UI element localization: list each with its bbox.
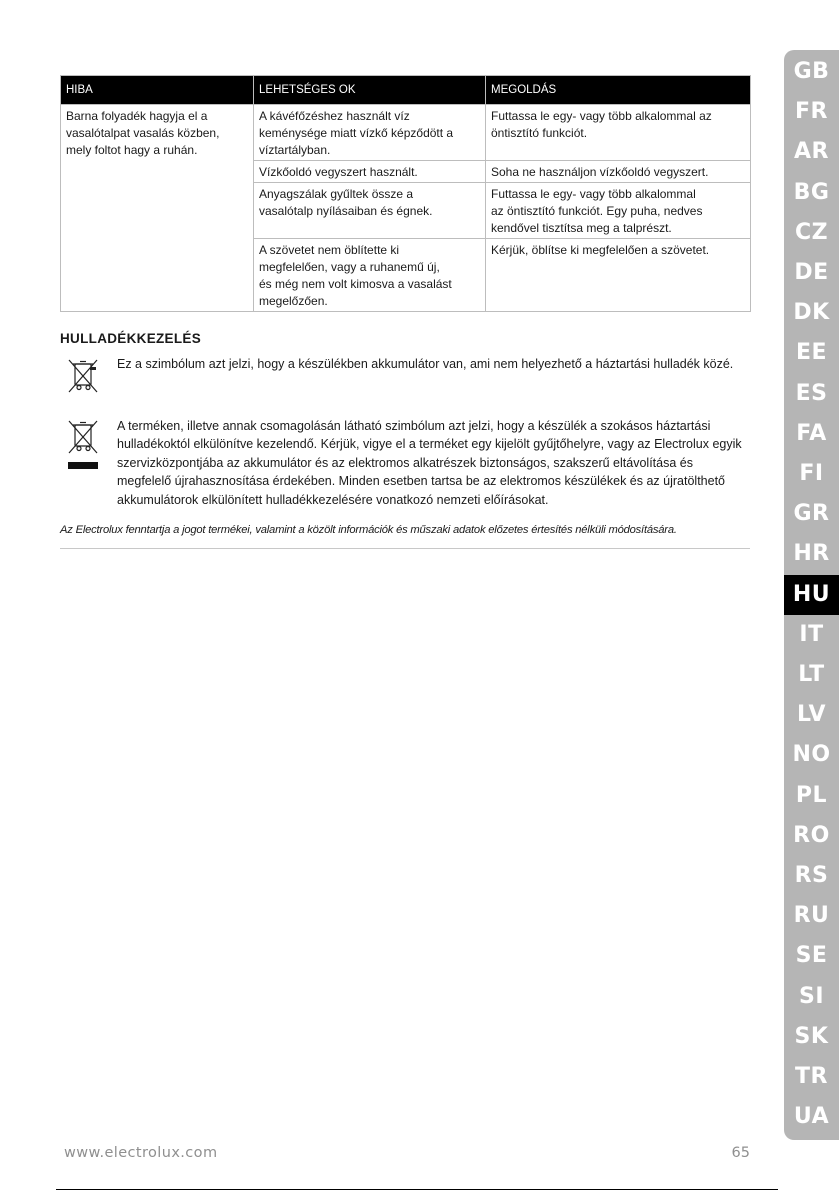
- disposal-item-battery: [60, 355, 750, 397]
- language-tab-sk[interactable]: SK: [794, 1023, 829, 1049]
- language-tab-es[interactable]: ES: [795, 380, 828, 406]
- language-tab-gr[interactable]: GR: [793, 501, 830, 527]
- bottom-divider: [56, 1189, 778, 1190]
- language-tab-gb[interactable]: GB: [793, 59, 830, 84]
- language-tab-hu[interactable]: HU: [784, 575, 839, 615]
- cause-cell: Vízkőoldó vegyszert használt.: [254, 161, 486, 183]
- disposal-title: HULLADÉKKEZELÉS: [60, 331, 202, 346]
- language-tab-no[interactable]: NO: [792, 742, 831, 768]
- language-tab-ro[interactable]: RO: [793, 822, 830, 848]
- language-tab-pl[interactable]: PL: [795, 782, 828, 808]
- solution-cell: Futtassa le egy- vagy több alkalommal az öntisztító funkciót.: [486, 105, 751, 161]
- language-tab-bg[interactable]: BG: [793, 179, 830, 205]
- language-tabs: [784, 50, 839, 1140]
- language-tab-it[interactable]: IT: [799, 621, 824, 647]
- solution-cell: Soha ne használjon vízkőoldó vegyszert.: [486, 161, 751, 183]
- language-tab-hr[interactable]: HR: [793, 541, 830, 567]
- language-tab-fi[interactable]: FI: [799, 461, 824, 486]
- crossed-bin-battery-icon: [66, 355, 100, 400]
- disposal-battery-text: Ez a szimbólum azt jelzi, hogy a készülékben akkumulátor van, ami nem helyezhető a háztartási hulladék közé.: [117, 357, 734, 371]
- language-tab-dk[interactable]: DK: [793, 300, 830, 326]
- header-solution: MEGOLDÁS: [486, 76, 751, 105]
- language-tab-ru[interactable]: RU: [793, 903, 830, 929]
- header-fault: HIBA: [61, 76, 254, 105]
- solution-cell: Kérjük, öblítse ki megfelelően a szövetet.: [486, 239, 751, 312]
- troubleshooting-table-wrap: [60, 75, 750, 312]
- disclaimer-text: Az Electrolux fenntartja a jogot termékei, valamint a közölt információk és műszaki adatok előzetes értesítés nélküli módosítására.: [60, 524, 677, 536]
- header-cause: LEHETSÉGES OK: [254, 76, 486, 105]
- page-number: 65: [731, 1145, 750, 1161]
- language-tab-tr[interactable]: TR: [795, 1064, 828, 1089]
- fault-cell: Barna folyadék hagyja el a vasalótalpat vasalás közben, mely foltot hagy a ruhán.: [61, 105, 254, 312]
- footer-url[interactable]: www.electrolux.com: [64, 1145, 218, 1161]
- language-tab-fa[interactable]: FA: [796, 420, 827, 446]
- table-header-row: [61, 76, 751, 105]
- solution-cell: Futtassa le egy- vagy több alkalommal az öntisztító funkciót. Egy puha, nedves kendővel tisztítsa meg a talprészt.: [486, 183, 751, 239]
- cause-cell: A szövetet nem öblítette ki megfelelően, vagy a ruhanemű új, és még nem volt kimosva a vasalást megelőzően.: [254, 239, 486, 312]
- cause-cell: Anyagszálak gyűltek össze a vasalótalp nyílásaiban és égnek.: [254, 183, 486, 239]
- crossed-bin-weee-icon: [66, 417, 100, 476]
- disposal-weee-text: A terméken, illetve annak csomagolásán látható szimbólum azt jelzi, hogy a készülék a szokásos háztartási hulladékoktól elkülönítve kezelendő. Kérjük, vigye el a terméket egy kijelölt gyűjtőhelyre, vagy az Electrolux egyik szervizközpontjába az akkumulátor és az elektromos alkatrészek biztonságos, szakszerű eltávolítása és megfelelő újrahasznosítása érdekében. Minden esetben tartsa be az elektromos készülékek és az újratölthető akkumulátorok elkülönített hulladékkezelésére vonatkozó nemzeti előírásokat.: [117, 419, 742, 507]
- language-tab-se[interactable]: SE: [795, 943, 828, 969]
- language-tab-ua[interactable]: UA: [793, 1104, 830, 1130]
- language-tab-lt[interactable]: LT: [798, 662, 825, 687]
- cause-cell: A kávéfőzéshez használt víz keménysége miatt vízkő képződött a víztartályban.: [254, 105, 486, 161]
- table-row: [61, 105, 751, 161]
- language-tab-lv[interactable]: LV: [796, 702, 826, 728]
- troubleshooting-table: [60, 75, 751, 312]
- divider: [60, 548, 750, 549]
- language-tab-de[interactable]: DE: [794, 260, 829, 285]
- disposal-item-weee: [60, 417, 750, 512]
- language-tab-ee[interactable]: EE: [795, 340, 828, 366]
- language-tab-fr[interactable]: FR: [795, 99, 828, 125]
- language-tab-rs[interactable]: RS: [794, 863, 829, 888]
- language-tab-ar[interactable]: AR: [794, 139, 829, 165]
- language-tab-si[interactable]: SI: [798, 983, 825, 1009]
- language-tab-cz[interactable]: CZ: [794, 219, 829, 245]
